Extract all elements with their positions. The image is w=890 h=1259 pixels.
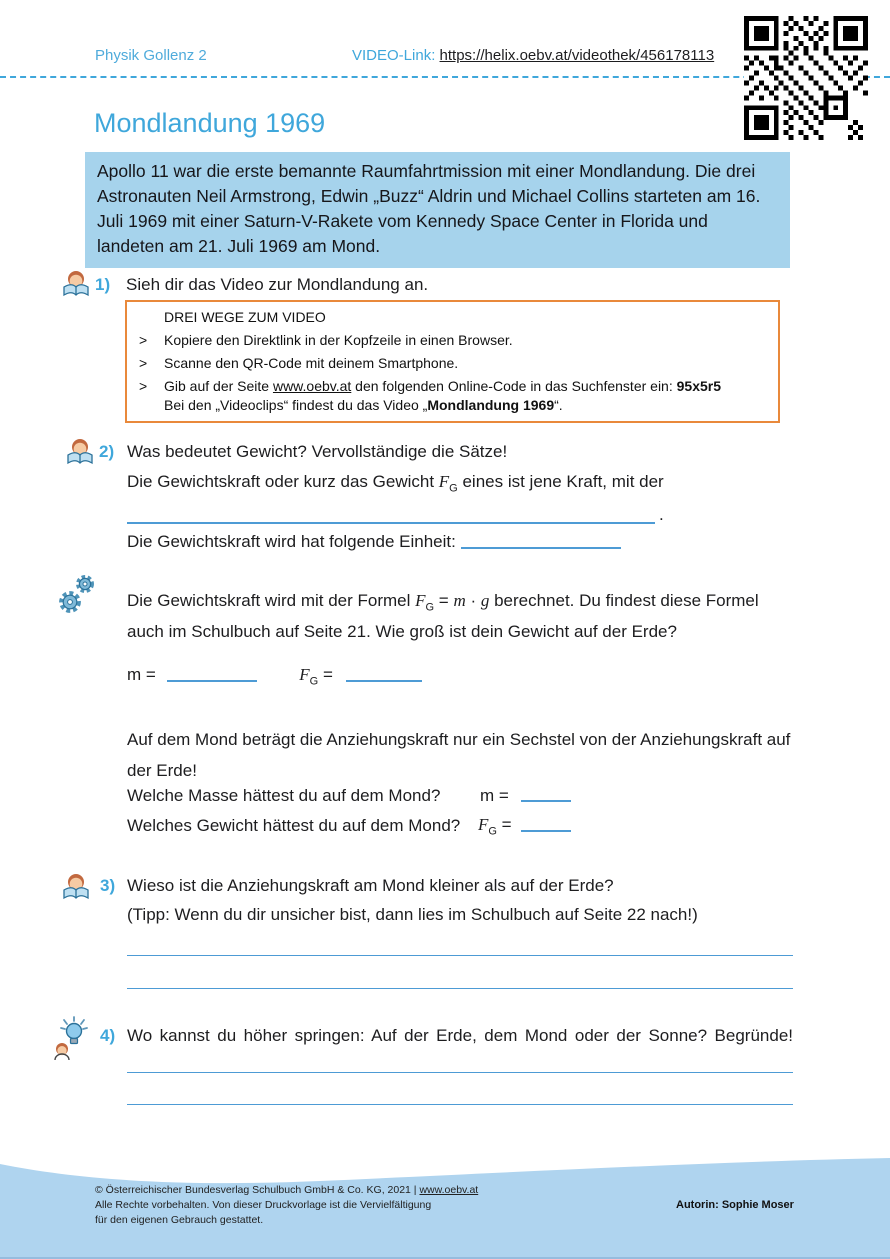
- booklet-title: Physik Gollenz 2: [95, 47, 207, 64]
- copyright-text: © Österreichischer Bundesverlag Schulbuch GmbH & Co. KG, 2021 |: [95, 1184, 420, 1196]
- formula-dot: ·: [465, 591, 481, 610]
- formula-g: g: [480, 591, 490, 610]
- fg-subscript: G: [449, 482, 458, 495]
- reader-icon: [66, 438, 94, 465]
- task4-number: 4): [100, 1026, 116, 1045]
- online-code: 95x5r5: [676, 378, 722, 394]
- formula-equals: =: [434, 591, 454, 610]
- oebv-link[interactable]: www.oebv.at: [272, 378, 352, 394]
- earth-answer-row: [127, 665, 422, 687]
- formula-fg-sub: G: [425, 601, 435, 614]
- answer-line-task3-1[interactable]: [127, 955, 793, 956]
- qr-code: [744, 16, 868, 140]
- moon-q1-label: m =: [480, 786, 509, 805]
- video-box-item-2-text: Scanne den QR-Code mit deinem Smartphone.: [164, 355, 459, 371]
- answer-line-task3-2[interactable]: [127, 988, 793, 989]
- moon-q2-f-sub: G: [488, 825, 497, 838]
- page-title: Mondlandung 1969: [94, 108, 326, 138]
- item3-line2-post: “.: [554, 397, 563, 413]
- video-link-row: [352, 47, 714, 64]
- item3-mid: den folgenden Online-Code in das Suchfenster ein:: [351, 378, 677, 394]
- gears-icon: [57, 572, 99, 620]
- video-instructions-box: [125, 300, 780, 423]
- task2-number: 2): [99, 442, 115, 461]
- sentence1-period: .: [659, 505, 664, 524]
- moon-q2-label: [478, 815, 512, 837]
- moon-q2-f: F: [478, 815, 489, 834]
- lightbulb-person-icon: [53, 1016, 93, 1062]
- footer-line-1: [95, 1183, 478, 1198]
- formula-fg: F: [415, 591, 426, 610]
- formula-pre: Die Gewichtskraft wird mit der Formel: [127, 591, 416, 610]
- weight-f-sub: G: [309, 675, 319, 688]
- video-link-label: VIDEO-Link:: [352, 47, 436, 64]
- moon-q1-text: Welche Masse hättest du auf dem Mond?: [127, 786, 441, 805]
- answer-line-task4-1[interactable]: [127, 1072, 793, 1073]
- weight-equals: =: [318, 665, 333, 684]
- formula-line-2: auch im Schulbuch auf Seite 21. Wie groß ist dein Gewicht auf der Erde?: [127, 622, 677, 641]
- formula-line-1: [127, 591, 759, 613]
- task3-text: Wieso ist die Anziehungskraft am Mond kleiner als auf der Erde?: [127, 876, 614, 895]
- footer-oebv-link[interactable]: www.oebv.at: [419, 1184, 479, 1196]
- task2-text: Was bedeutet Gewicht? Vervollständige die Sätze!: [127, 442, 508, 461]
- video-box-item-3-text: [164, 377, 770, 415]
- task3-tip: (Tipp: Wenn du dir unsicher bist, dann lies im Schulbuch auf Seite 22 nach!): [127, 905, 698, 924]
- mass-label: m =: [127, 665, 156, 684]
- bullet-icon: >: [139, 355, 148, 371]
- video-box-item-2: [139, 354, 770, 373]
- moon-q2-equals: =: [496, 815, 512, 834]
- sentence2-text: Die Gewichtskraft wird hat folgende Einheit:: [127, 532, 456, 551]
- fg-symbol: F: [438, 472, 450, 491]
- task1-text: Sieh dir das Video zur Mondlandung an.: [126, 275, 429, 294]
- formula-m: m: [453, 591, 466, 610]
- answer-blank-sentence1[interactable]: [127, 509, 655, 524]
- task2-sentence-2: [127, 532, 621, 552]
- video-name: Mondlandung 1969: [427, 397, 555, 413]
- video-box-item-3: [139, 377, 770, 415]
- footer-author: Autorin: Sophie Moser: [676, 1199, 794, 1211]
- formula-post: berechnet. Du findest diese Formel: [489, 591, 759, 610]
- task3-number: 3): [100, 876, 116, 895]
- answer-blank-mass-moon[interactable]: [521, 786, 571, 802]
- answer-line-task4-2[interactable]: [127, 1104, 793, 1105]
- video-box-heading: DREI WEGE ZUM VIDEO: [164, 309, 326, 325]
- video-box-item-1-text: Kopiere den Direktlink in der Kopfzeile in einen Browser.: [164, 332, 513, 348]
- task2-sentence-1: [127, 472, 664, 494]
- qr-code-image: [744, 16, 868, 140]
- task1-number: 1): [95, 275, 111, 294]
- footer-line-3: für den eigenen Gebrauch gestattet.: [95, 1214, 264, 1226]
- answer-blank-weight-moon[interactable]: [521, 816, 571, 832]
- answer-blank-weight-earth[interactable]: [346, 666, 422, 682]
- video-box-item-1: [139, 331, 770, 350]
- item3-line2-pre: Bei den „Videoclips“ findest du das Video „: [164, 397, 428, 413]
- moon-paragraph: Auf dem Mond beträgt die Anziehungskraft nur ein Sechstel von der Anziehungskraft auf der Erde!: [127, 730, 791, 780]
- reader-icon: [62, 873, 90, 900]
- footer-line-2: Alle Rechte vorbehalten. Von dieser Druckvorlage ist die Vervielfältigung: [95, 1199, 432, 1211]
- bullet-icon: >: [139, 332, 148, 348]
- video-link-url[interactable]: https://helix.oebv.at/videothek/456178113: [439, 47, 715, 64]
- moon-q2-text: Welches Gewicht hättest du auf dem Mond?: [127, 816, 461, 835]
- footer-copyright: [95, 1183, 478, 1228]
- bullet-icon: >: [139, 378, 148, 394]
- sentence1-post: eines ist jene Kraft, mit der: [457, 472, 664, 491]
- reader-icon: [62, 270, 90, 297]
- sentence1-pre: Die Gewichtskraft oder kurz das Gewicht: [127, 472, 439, 491]
- answer-blank-unit[interactable]: [461, 533, 621, 549]
- answer-blank-mass-earth[interactable]: [167, 666, 257, 682]
- item3-pre: Gib auf der Seite: [164, 378, 273, 394]
- weight-f: F: [299, 665, 310, 684]
- task4-text: Wo kannst du höher springen: Auf der Erde, dem Mond oder der Sonne? Begründe!: [127, 1026, 793, 1045]
- weight-label: [299, 665, 333, 688]
- intro-box: Apollo 11 war die erste bemannte Raumfahrtmission mit einer Mondlandung. Die drei Astronauten Neil Armstrong, Edwin „Buzz“ Aldrin und Michael Collins starteten am 16. Juli 1969 mit einer Saturn-V-Rakete vom Kennedy Space Center in Florida und landeten am 21. Juli 1969 am Mond.: [85, 152, 790, 268]
